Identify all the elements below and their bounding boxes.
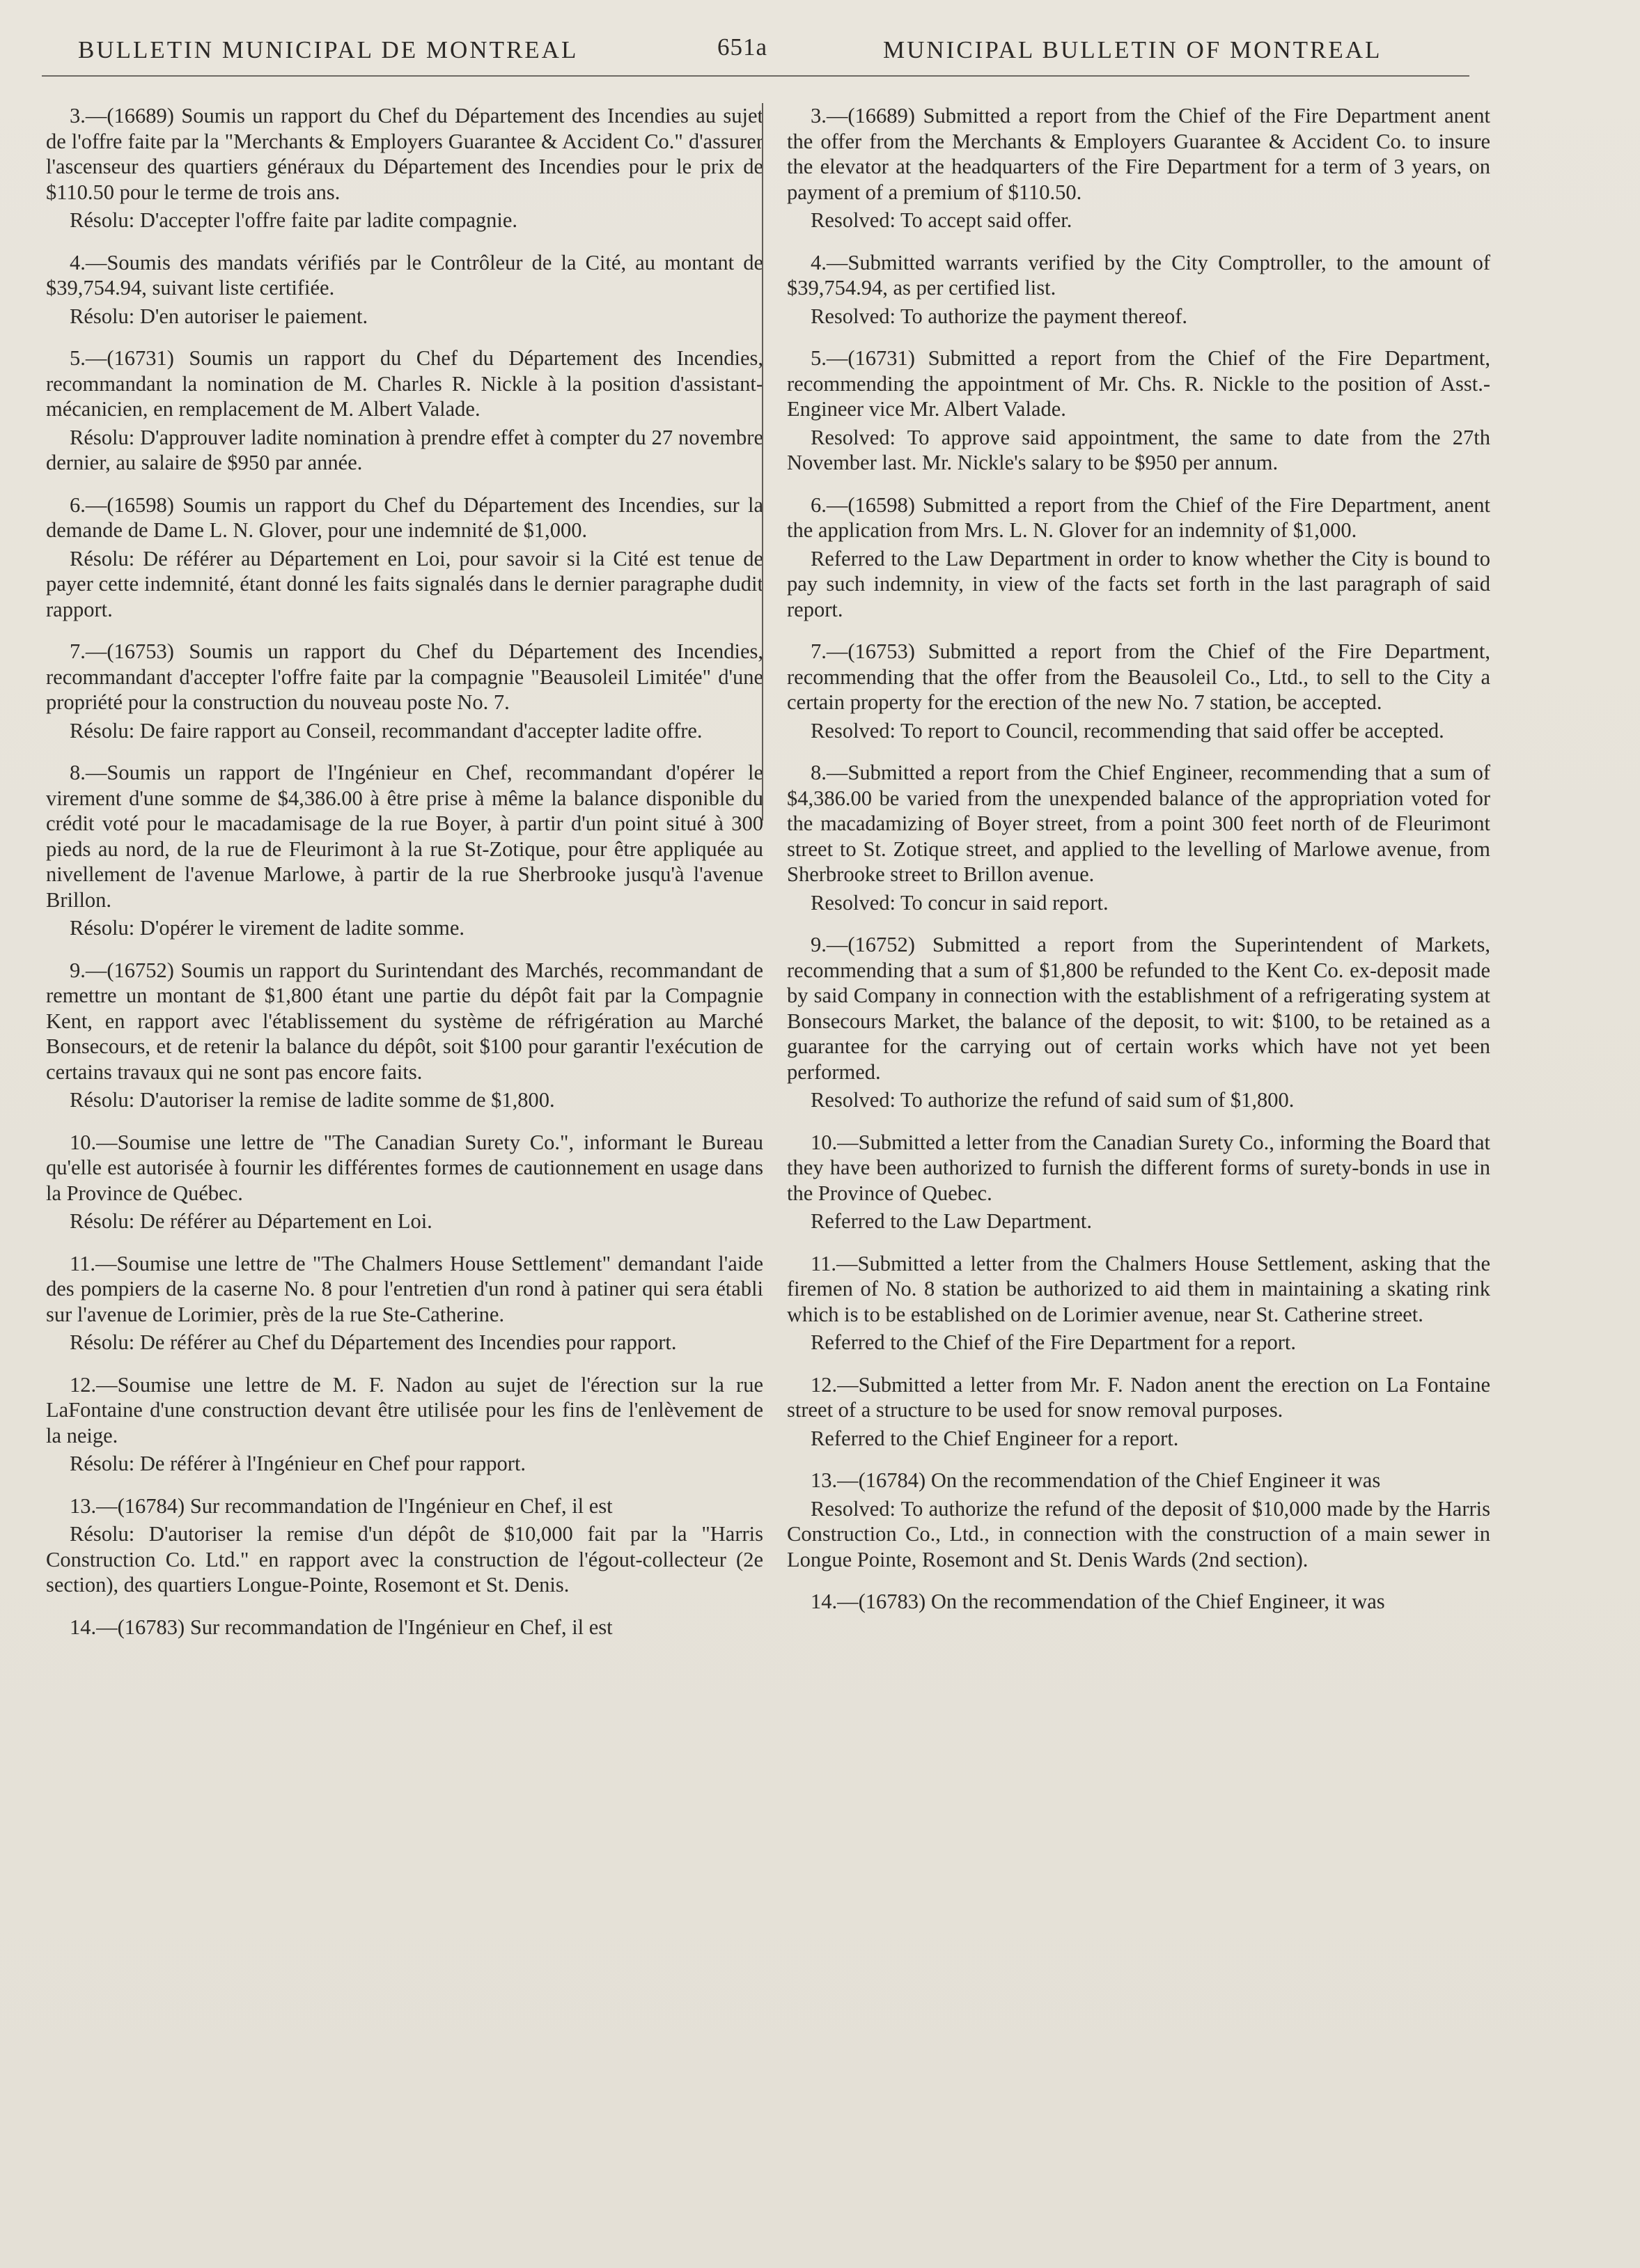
french-item [46,345,763,476]
french-item-text: 7.—(16753) Soumis un rapport du Chef du Département des Incendies, recommandant d'accepter l'offre faite par la compagnie "Beausoleil Limitée" d'une propriété pour la construction du nouveau poste No. 7. [46,639,763,714]
french-item [46,1493,763,1598]
english-item-resolution: Resolved: To authorize the payment thereof. [811,304,1188,328]
english-item [787,639,1490,743]
english-item [787,250,1490,329]
english-item-text: 12.—Submitted a letter from Mr. F. Nadon anent the erection on La Fontaine street of a structure to be used for snow removal purposes. [787,1372,1490,1422]
english-item-text: 14.—(16783) On the recommendation of the Chief Engineer, it was [811,1590,1385,1613]
english-item-text: 11.—Submitted a letter from the Chalmers House Settlement, asking that the firemen of No. 8 station be authorized to aid them in maintaining a skating rink which is to be established on de Lorimier avenue, near St. Catherine street. [787,1251,1490,1326]
english-item-resolution: Referred to the Law Department. [811,1209,1092,1233]
french-column [46,103,763,1656]
english-item [787,932,1490,1113]
english-item-resolution: Referred to the Law Department in order to know whether the City is bound to pay such indemnity, in view of the facts set forth in the last paragraph of said report. [787,546,1490,621]
english-item-text: 10.—Submitted a letter from the Canadian Surety Co., informing the Board that they have been authorized to furnish the different forms of surety-bonds in use in the Province of Quebec. [787,1130,1490,1205]
english-item-text: 7.—(16753) Submitted a report from the Chief of the Fire Department, recommending that the offer from the Beausoleil Co., Ltd., to sell to the City a certain property for the erection of the new No. 7 station, be accepted. [787,639,1490,714]
english-item-resolution: Resolved: To authorize the refund of said sum of $1,800. [811,1088,1295,1112]
french-item [46,1130,763,1234]
french-item-resolution: Résolu: D'accepter l'offre faite par ladite compagnie. [70,208,518,232]
french-item-text: 11.—Soumise une lettre de "The Chalmers House Settlement" demandant l'aide des pompiers de la caserne No. 8 pour l'entretien d'un rond à patiner qui sera établi sur l'avenue de Lorimier, près de la rue Ste-Catherine. [46,1251,763,1326]
french-item [46,1615,763,1640]
english-item-resolution: Referred to the Chief of the Fire Department for a report. [811,1330,1296,1354]
header-title-french: BULLETIN MUNICIPAL DE MONTREAL [78,36,579,63]
english-item-resolution: Referred to the Chief Engineer for a report. [811,1426,1179,1450]
english-column [787,103,1490,1631]
english-item [787,103,1490,233]
header-title-english: MUNICIPAL BULLETIN OF MONTREAL [883,36,1382,63]
english-item [787,1251,1490,1356]
french-item [46,639,763,743]
french-item [46,492,763,623]
english-item-resolution: Resolved: To approve said appointment, the same to date from the 27th November last. Mr. Nickle's salary to be $950 per annum. [787,425,1490,474]
french-item-text: 13.—(16784) Sur recommandation de l'Ingénieur en Chef, il est [70,1493,613,1518]
french-item-resolution: Résolu: De référer à l'Ingénieur en Chef pour rapport. [70,1452,526,1475]
french-item-text: 8.—Soumis un rapport de l'Ingénieur en Chef, recommandant d'opérer le virement d'une somme de $4,386.00 à être prise à même la balance disponible du crédit voté pour le macadamisage de la rue Boyer, à partir d'un point situé à 300 pieds au nord, de la rue de Fleurimont à la rue St-Zotique, pour être appliquée au nivellement de l'avenue Marlowe, à partir de la rue Sherbrooke jusqu'à l'avenue Brillon. [46,761,763,912]
english-item-text: 4.—Submitted warrants verified by the City Comptroller, to the amount of $39,754.94, as per certified list. [787,250,1490,300]
french-item-text: 3.—(16689) Soumis un rapport du Chef du Département des Incendies au sujet de l'offre faite par la "Merchants & Employers Guarantee & Accident Co." d'assurer l'ascenseur des quartiers généraux du Département des Incendies pour le prix de $110.50 pour le terme de trois ans. [46,104,763,204]
english-item [787,1372,1490,1452]
english-item-resolution: Resolved: To authorize the refund of the deposit of $10,000 made by the Harris Construction Co., Ltd., in connection with the construction of a main sewer in Longue Pointe, Rosemont and St. Denis Wards (2nd section). [787,1496,1490,1571]
french-item [46,250,763,329]
french-item-resolution: Résolu: D'opérer le virement de ladite somme. [70,916,465,940]
french-item-resolution: Résolu: D'approuver ladite nomination à prendre effet à compter du 27 novembre dernier, au salaire de $950 par année. [46,425,763,474]
english-item [787,492,1490,623]
french-item-text: 10.—Soumise une lettre de "The Canadian Surety Co.", informant le Bureau qu'elle est autorisée à fournir les différentes formes de cautionnement en usage dans la Province de Québec. [46,1130,763,1205]
column-divider [762,103,763,821]
french-item-text: 12.—Soumise une lettre de M. F. Nadon au sujet de l'érection sur la rue LaFontaine d'une construction devant être utilisée pour les fins de l'enlèvement de la neige. [46,1372,763,1447]
french-item [46,760,763,941]
english-item-text: 5.—(16731) Submitted a report from the Chief of the Fire Department, recommending the appointment of Mr. Chs. R. Nickle to the position of Asst.-Engineer vice Mr. Albert Valade. [787,346,1490,421]
french-item-resolution: Résolu: D'autoriser la remise d'un dépôt de $10,000 fait par la "Harris Construction Co. Ltd." en rapport avec la construction de l'égout-collecteur (2e section), des quartiers Longue-Pointe, Rosemont et St. Denis. [46,1522,763,1597]
french-item [46,103,763,233]
english-item-resolution: Resolved: To accept said offer. [811,208,1072,232]
french-item-resolution: Résolu: De référer au Département en Loi, pour savoir si la Cité est tenue de payer cette indemnité, étant donné les faits signalés dans le dernier paragraphe dudit rapport. [46,546,763,621]
header-rule [42,75,1469,77]
french-item [46,958,763,1113]
page-header [0,28,1640,77]
french-item-resolution: Résolu: D'autoriser la remise de ladite somme de $1,800. [70,1088,555,1112]
english-item-text: 13.—(16784) On the recommendation of the Chief Engineer it was [811,1468,1381,1492]
french-item-text: 4.—Soumis des mandats vérifiés par le Contrôleur de la Cité, au montant de $39,754.94, suivant liste certifiée. [46,250,763,300]
english-item-resolution: Resolved: To concur in said report. [811,890,1109,915]
english-item [787,345,1490,476]
french-item-resolution: Résolu: D'en autoriser le paiement. [70,304,368,328]
french-item-text: 5.—(16731) Soumis un rapport du Chef du Département des Incendies, recommandant la nomination de M. Charles R. Nickle à la position d'assistant-mécanicien, en remplacement de M. Albert Valade. [46,346,763,421]
english-item-text: 6.—(16598) Submitted a report from the Chief of the Fire Department, anent the application from Mrs. L. N. Glover for an indemnity of $1,000. [787,492,1490,542]
english-item-text: 3.—(16689) Submitted a report from the Chief of the Fire Department anent the offer from the Merchants & Employers Guarantee & Accident Co. to insure the elevator at the headquarters of the Fire Department for a term of 3 years, on payment of a premium of $110.50. [787,104,1490,204]
french-item-resolution: Résolu: De faire rapport au Conseil, recommandant d'accepter ladite offre. [70,718,703,743]
english-item-text: 8.—Submitted a report from the Chief Engineer, recommending that a sum of $4,386.00 be varied from the unexpended balance of the appropriation voted for the macadamizing of Boyer street, from a point 300 feet north of de Fleurimont street to St. Zotique street, and applied to the levelling of Marlowe avenue, from Sherbrooke street to Brillon avenue. [787,761,1490,886]
french-item-resolution: Résolu: De référer au Chef du Département des Incendies pour rapport. [70,1330,677,1354]
english-item [787,1130,1490,1234]
page-number: 651a [717,33,768,61]
english-item [787,1589,1490,1615]
english-item-resolution: Resolved: To report to Council, recommending that said offer be accepted. [811,718,1444,743]
french-item-resolution: Résolu: De référer au Département en Loi. [70,1209,432,1233]
french-item-text: 9.—(16752) Soumis un rapport du Surintendant des Marchés, recommandant de remettre un montant de $1,800 étant une partie du dépôt fait par la Compagnie Kent, en rapport avec l'établissement du système de réfrigération au Marché Bonsecours, et de retenir la balance du dépôt, soit $100 pour garantir l'exécution de certains travaux qui ne sont pas encore faits. [46,958,763,1084]
french-item-text: 14.—(16783) Sur recommandation de l'Ingénieur en Chef, il est [70,1615,613,1639]
french-item [46,1372,763,1477]
english-item-text: 9.—(16752) Submitted a report from the Superintendent of Markets, recommending that a sum of $1,800 be refunded to the Kent Co. ex-deposit made by said Company in connection with the establishment of a refrigerating system at Bonsecours Market, the balance of the deposit, to wit: $100, to be retained as a guarantee for the carrying out of certain works which have not yet been performed. [787,933,1490,1084]
english-item [787,760,1490,915]
french-item [46,1251,763,1356]
english-item [787,1468,1490,1572]
french-item-text: 6.—(16598) Soumis un rapport du Chef du Département des Incendies, sur la demande de Dame L. N. Glover, pour une indemnité de $1,000. [46,492,763,542]
